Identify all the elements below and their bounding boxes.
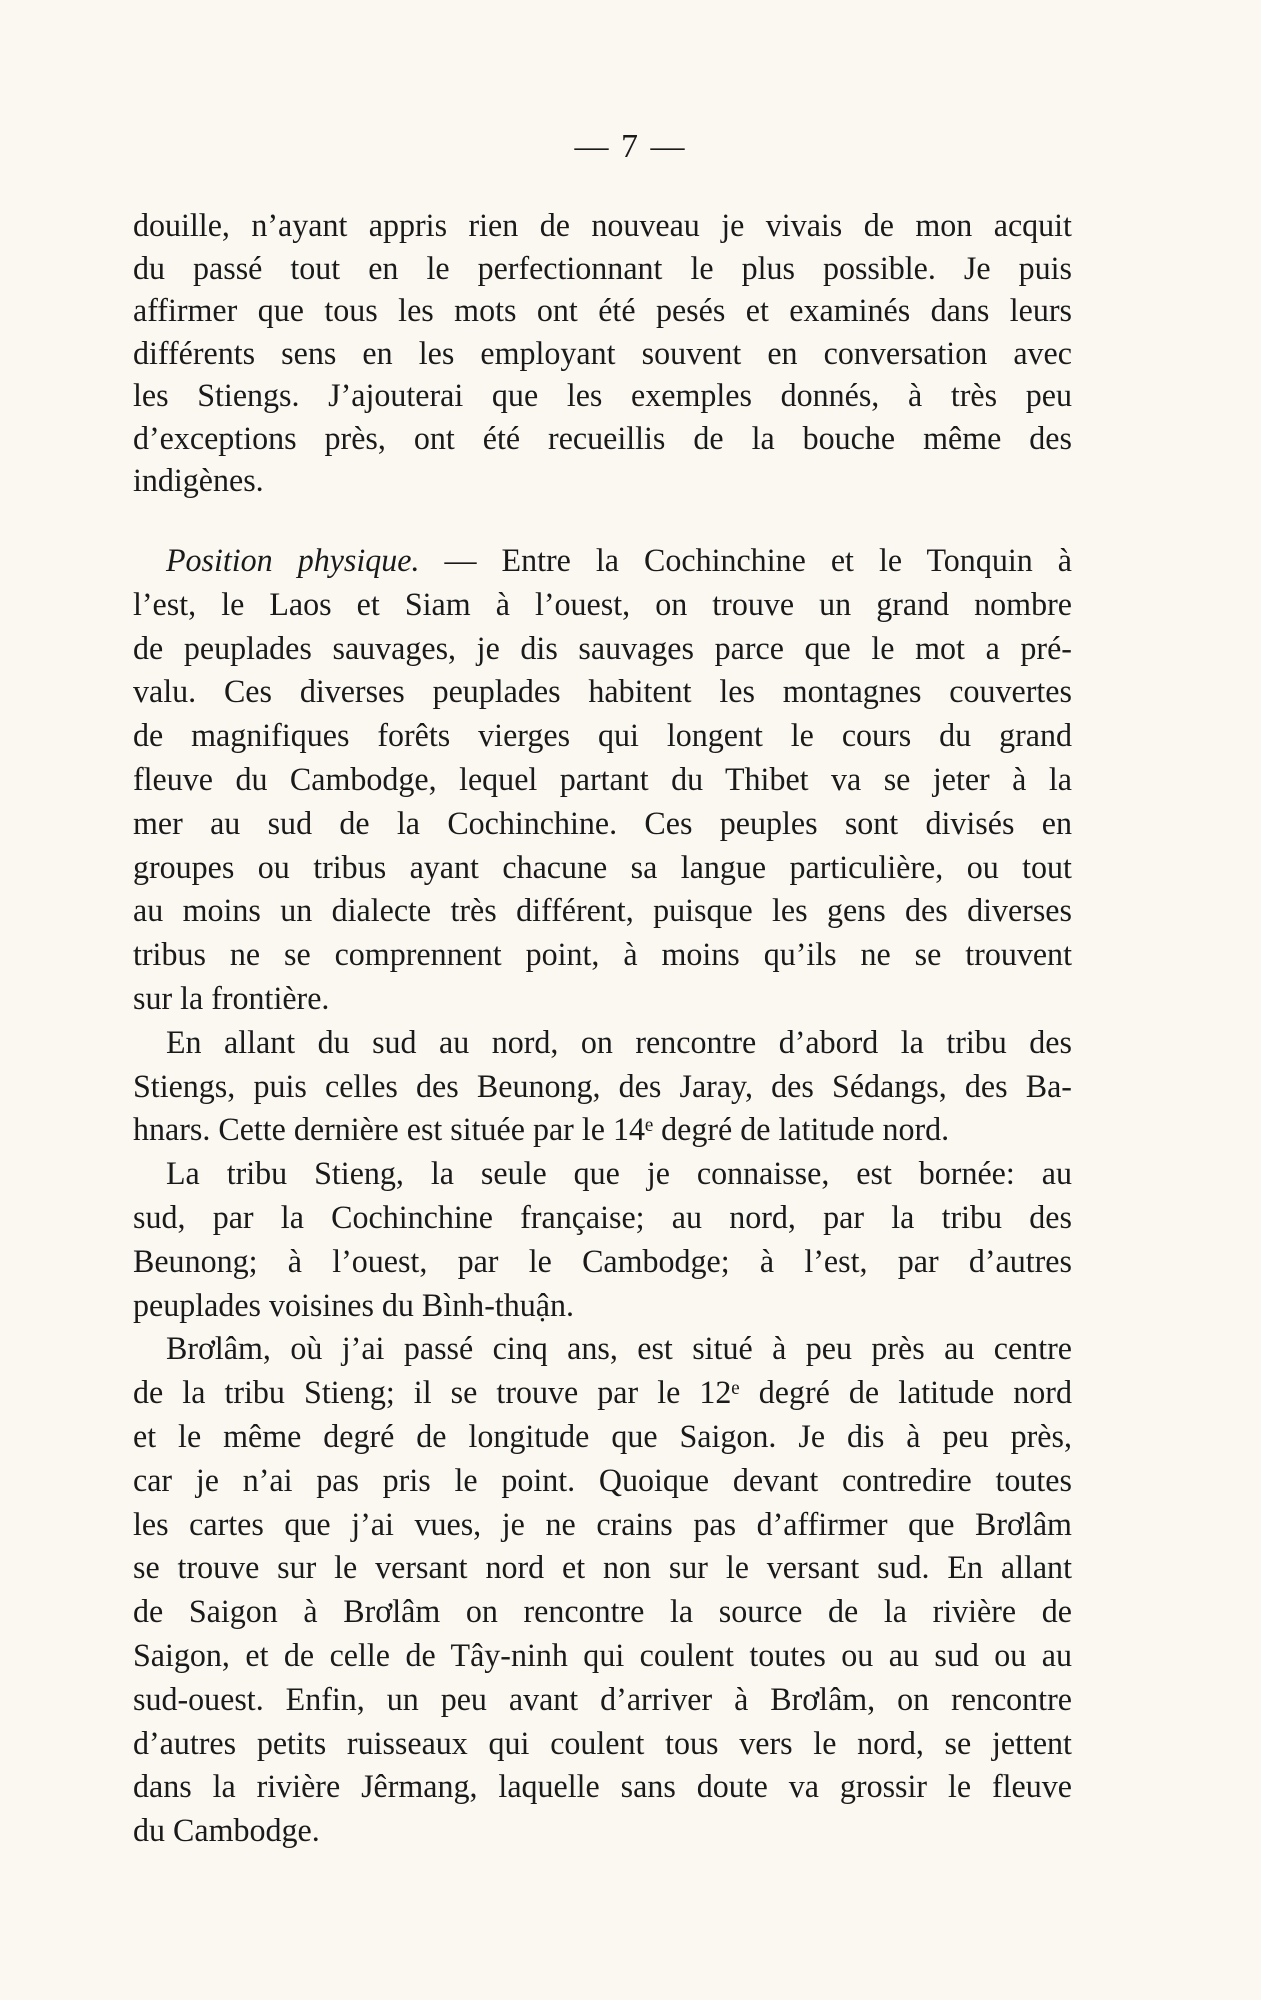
line-text: — Entre la Cochinchine et le Tonquin à	[419, 543, 1072, 579]
text-line	[133, 290, 1072, 333]
text-line	[133, 1679, 1072, 1723]
line-text: tribus ne se comprennent point, à moins qu’ils ne se trouvent	[133, 937, 1072, 974]
text-line	[133, 248, 1072, 291]
text-line	[133, 1810, 1072, 1854]
line-text: du passé tout en le perfectionnant le plus possible. Je puis	[133, 250, 1072, 287]
line-text: d’autres petits ruisseaux qui coulent tous vers le nord, se jettent	[133, 1725, 1072, 1762]
section-heading: Position physique.	[165, 543, 420, 579]
text-block-position-physique	[133, 540, 1101, 1854]
line-text: d’exceptions près, ont été recueillis de la bouche même des	[133, 420, 1072, 457]
line-text: En allant du sud au nord, on rencontre d’abord la tribu des	[165, 1024, 1072, 1061]
text-line	[133, 1504, 1072, 1548]
text-line	[133, 1241, 1072, 1285]
line-text: l’est, le Laos et Siam à l’ouest, on trouve un grand nombre	[133, 586, 1072, 623]
line-text: La tribu Stieng, la seule que je connaisse, est bornée: au	[165, 1156, 1072, 1193]
text-block-intro	[133, 205, 1101, 503]
text-line	[133, 540, 1072, 584]
text-line	[133, 890, 1072, 934]
text-line	[133, 1285, 1072, 1329]
line-text: au moins un dialecte très différent, puisque les gens des diverses	[133, 893, 1072, 930]
text-line	[133, 1153, 1072, 1197]
text-line	[133, 1635, 1072, 1679]
line-text: affirmer que tous les mots ont été pesés et examinés dans leurs	[133, 293, 1072, 329]
line-text: peuplades voisines du Bình-thuận.	[133, 1287, 574, 1324]
text-line	[133, 1022, 1072, 1066]
line-text: de magnifiques forêts vierges qui longent le cours du grand	[133, 718, 1072, 755]
text-line	[133, 1591, 1072, 1635]
text-line	[133, 847, 1072, 891]
line-text: et le même degré de longitude que Saigon. Je dis à peu près,	[133, 1418, 1072, 1455]
line-text: douille, n’ayant appris rien de nouveau je vivais de mon acquit	[133, 208, 1072, 244]
text-line	[133, 1766, 1072, 1810]
line-text: Beunong; à l’ouest, par le Cambodge; à l’est, par d’autres	[133, 1243, 1072, 1280]
text-line	[133, 205, 1072, 248]
page-number: — 7 —	[574, 128, 687, 165]
line-text: du Cambodge.	[133, 1813, 320, 1850]
text-line	[133, 759, 1072, 803]
text-line	[133, 460, 1072, 503]
line-text: dans la rivière Jêrmang, laquelle sans doute va grossir le fleuve	[133, 1769, 1072, 1806]
line-text: fleuve du Cambodge, lequel partant du Thibet va se jeter à la	[133, 761, 1072, 798]
text-line	[133, 1547, 1072, 1591]
text-line	[133, 1197, 1072, 1241]
text-line	[133, 671, 1072, 715]
text-line	[133, 584, 1072, 628]
line-text: Saigon, et de celle de Tây-ninh qui coulent toutes ou au sud ou au	[133, 1637, 1072, 1674]
line-text: sur la frontière.	[133, 980, 330, 1017]
line-text: hnars. Cette dernière est située par le 14ᵉ degré de latitude nord.	[133, 1112, 950, 1149]
text-line	[133, 418, 1072, 461]
text-line	[133, 375, 1072, 418]
line-text: sud, par la Cochinchine française; au nord, par la tribu des	[133, 1199, 1072, 1236]
line-text: car je n’ai pas pris le point. Quoique devant contredire toutes	[133, 1462, 1072, 1499]
text-line	[133, 628, 1072, 672]
line-text: valu. Ces diverses peuplades habitent les montagnes couvertes	[133, 674, 1072, 711]
line-text: se trouve sur le versant nord et non sur le versant sud. En allant	[133, 1550, 1072, 1587]
text-line	[133, 1066, 1072, 1110]
line-text: indigènes.	[133, 463, 264, 499]
line-text: de Saigon à Brơlâm on rencontre la source de la rivière de	[133, 1594, 1072, 1631]
text-line	[133, 1460, 1072, 1504]
text-line	[133, 1723, 1072, 1767]
line-text: mer au sud de la Cochinchine. Ces peuples sont divisés en	[133, 805, 1072, 842]
text-line	[133, 333, 1072, 376]
text-line	[133, 715, 1072, 759]
text-line	[133, 1109, 1072, 1153]
line-text: de peuplades sauvages, je dis sauvages parce que le mot a pré-	[133, 630, 1072, 667]
line-text: groupes ou tribus ayant chacune sa langue particulière, ou tout	[133, 849, 1072, 886]
text-line	[133, 1416, 1072, 1460]
line-text: différents sens en les employant souvent en conversation avec	[133, 335, 1072, 372]
line-text: les Stiengs. J’ajouterai que les exemples donnés, à très peu	[133, 378, 1072, 414]
text-line	[133, 934, 1072, 978]
line-text: Brơlâm, où j’ai passé cinq ans, est situé à peu près au centre	[165, 1331, 1072, 1368]
text-line	[133, 1328, 1072, 1372]
line-text: Stiengs, puis celles des Beunong, des Jaray, des Sédangs, des Ba-	[133, 1068, 1072, 1105]
line-text: de la tribu Stieng; il se trouve par le 12ᵉ degré de latitude nord	[133, 1375, 1072, 1412]
text-line	[133, 1372, 1072, 1416]
line-text: sud-ouest. Enfin, un peu avant d’arriver à Brơlâm, on rencontre	[133, 1681, 1072, 1718]
text-line	[133, 978, 1072, 1022]
text-line	[133, 803, 1072, 847]
line-text: les cartes que j’ai vues, je ne crains pas d’affirmer que Brơlâm	[133, 1506, 1072, 1543]
